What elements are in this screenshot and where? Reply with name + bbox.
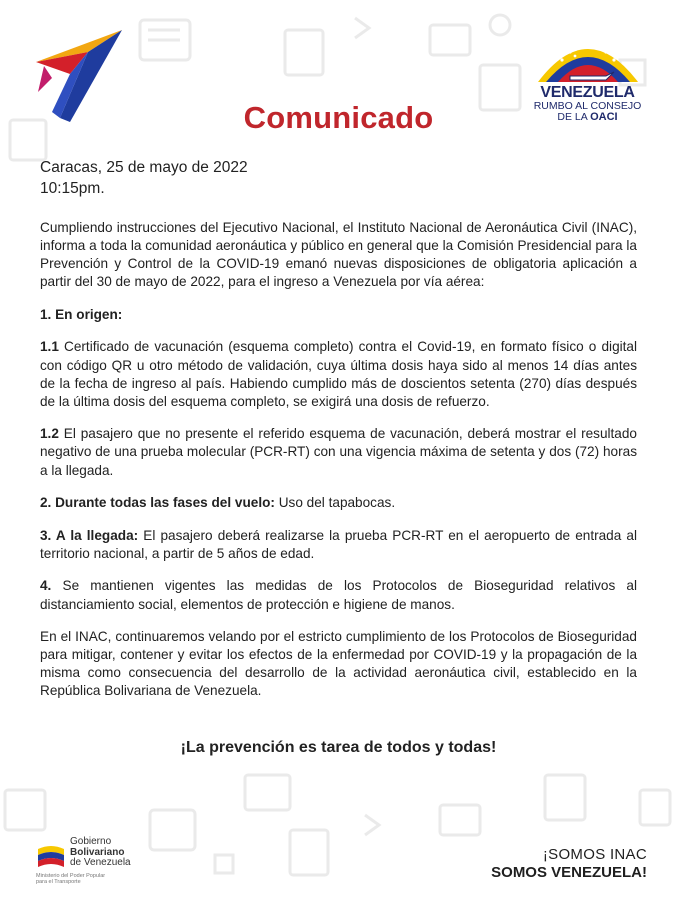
ministry-line-2: para el Transporte	[36, 879, 81, 885]
section-4-number: 4.	[40, 578, 52, 594]
ministry-text	[36, 873, 146, 885]
item-1-2-text: El pasajero que no presente el referido esquema de vacunación, deberá mostrar el resultado negativo de una prueba molecular (PCR-RT) con una vigencia máxima de setenta y dos (72) horas a la llegada.	[40, 426, 637, 478]
section-3	[40, 527, 637, 563]
date-text: Caracas, 25 de mayo de 2022	[40, 159, 248, 176]
motto: ¡La prevención es tarea de todos y todas!	[180, 739, 497, 756]
flag-icon	[36, 839, 66, 869]
badge-line-2-text: DE LA	[557, 111, 588, 123]
communique-body	[40, 219, 637, 715]
section-3-heading: 3. A la llegada:	[40, 527, 139, 543]
section-2-heading: 2. Durante todas las fases del vuelo:	[40, 495, 275, 511]
item-1-1	[40, 338, 637, 410]
section-2	[40, 494, 637, 512]
slogan-line-1: ¡SOMOS INAC	[542, 846, 647, 863]
section-2-text: Uso del tapabocas.	[278, 495, 396, 511]
gob-line-2-text: Bolivariano	[70, 846, 125, 858]
badge-title: VENEZUELA	[540, 84, 635, 101]
flag-arc-icon	[532, 22, 644, 84]
badge-line-1: RUMBO AL CONSEJO	[533, 100, 642, 112]
slogan-line-2: SOMOS VENEZUELA!	[491, 864, 647, 881]
section-1-heading: 1. En origen:	[40, 306, 123, 322]
item-1-1-text: Certificado de vacunación (esquema completo) contra el Covid-19, en formato físico o digital con código QR u otro método de validación, cuya última dosis haya sido al menos 14 días antes de la fecha de ingreso al país. Habiendo cumplido más de doscientos setenta (270) días después de la última dosis del esquema completo, se exigirá una dosis de refuerzo.	[40, 339, 637, 409]
intro-paragraph: Cumpliendo instrucciones del Ejecutivo Nacional, el Instituto Nacional de Aeronáutica Civil (INAC), informa a toda la comunidad aeronáutica y público en general que la Comisión Presidencial para la Prevención y Control de la COVID-19 emanó nuevas disposiciones de obligatoria aplicación a partir del 30 de mayo de 2022, para el ingreso a Venezuela por vía aérea:	[40, 220, 637, 290]
gob-text	[70, 837, 131, 869]
dateline	[40, 157, 248, 199]
gob-line-1: Gobierno	[70, 836, 112, 847]
gob-line-3: de Venezuela	[70, 857, 131, 868]
item-1-2	[40, 425, 637, 479]
page-title: Comunicado	[243, 100, 434, 135]
section-3-text: El pasajero deberá realizarse la prueba PCR-RT en el aeropuerto de entrada al territorio nacional, a partir de 5 años de edad.	[40, 527, 637, 561]
closing-paragraph: En el INAC, continuaremos velando por el estricto cumplimiento de los Protocolos de Bioseguridad para mitigar, contener y evitar los efectos de la enfermedad por COVID-19 y la propagación de la misma como consecuencia del desarrollo de la actividad aeronáutica civil, establecido en la República Bolivariana de Venezuela.	[40, 629, 637, 699]
section-4-text: Se mantienen vigentes las medidas de los Protocolos de Bioseguridad relativos al distanciamiento social, elementos de protección e higiene de manos.	[40, 578, 638, 612]
ministry-line-1: Ministerio del Poder Popular	[36, 873, 106, 879]
item-1-2-number: 1.2	[40, 426, 59, 442]
item-1-1-number: 1.1	[40, 339, 59, 355]
gobierno-bolivariano-logo	[36, 835, 146, 890]
time-text: 10:15pm.	[40, 180, 105, 197]
section-4	[40, 577, 637, 613]
slogan	[491, 846, 647, 882]
badge-oaci: OACI	[590, 111, 618, 123]
